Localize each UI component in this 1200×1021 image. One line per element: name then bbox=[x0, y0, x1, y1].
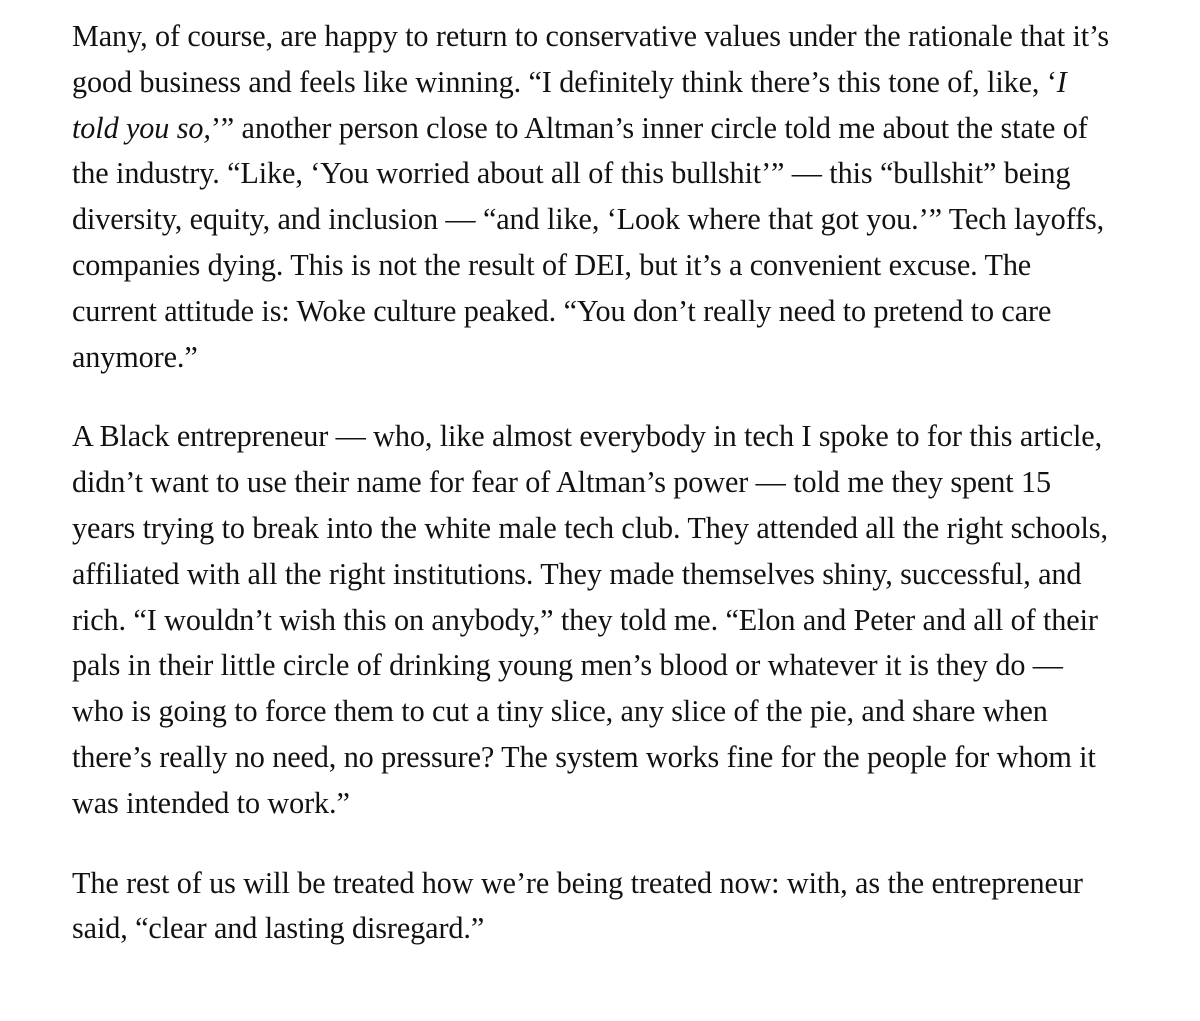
paragraph-text: ’” another person close to Altman’s inner circle told me about the state of the industry. “Like, ‘You worried about all of this bullshit’” — this “bullshit” being diversity, equity, and inclusion — “and like, ‘Look where that got you.’” Tech layoffs, companies dying. This is not the result of DEI, but it’s a convenient excuse. The current attitude is: Woke culture peaked. “You don’t really need to pretend to care anymore.” bbox=[72, 110, 1105, 374]
paragraph-text: A Black entrepreneur — who, like almost everybody in tech I spoke to for this article, didn’t want to use their name for fear of Altman’s power — told me they spent 15 years trying to break into the white male tech club. They attended all the right schools, affiliated with all the right institutions. They made themselves shiny, successful, and rich. “I wouldn’t wish this on anybody,” they told me. “Elon and Peter and all of their pals in their little circle of drinking young men’s blood or whatever it is they do — who is going to force them to cut a tiny slice, any slice of the pie, and share when there’s really no need, no pressure? The system works fine for the people for whom it was intended to work.” bbox=[72, 419, 1108, 820]
paragraph-3 bbox=[72, 861, 1112, 953]
paragraph-1 bbox=[72, 14, 1112, 380]
paragraph-text: Many, of course, are happy to return to conservative values under the rationale that it’s good business and feels like winning. “I definitely think there’s this tone of, like, ‘ bbox=[72, 19, 1109, 99]
article-body bbox=[72, 14, 1112, 952]
paragraph-text: The rest of us will be treated how we’re being treated now: with, as the entrepreneur said, “clear and lasting disregard.” bbox=[72, 865, 1083, 946]
paragraph-2 bbox=[72, 414, 1112, 826]
italic-quote: I told you so, bbox=[72, 64, 1067, 145]
